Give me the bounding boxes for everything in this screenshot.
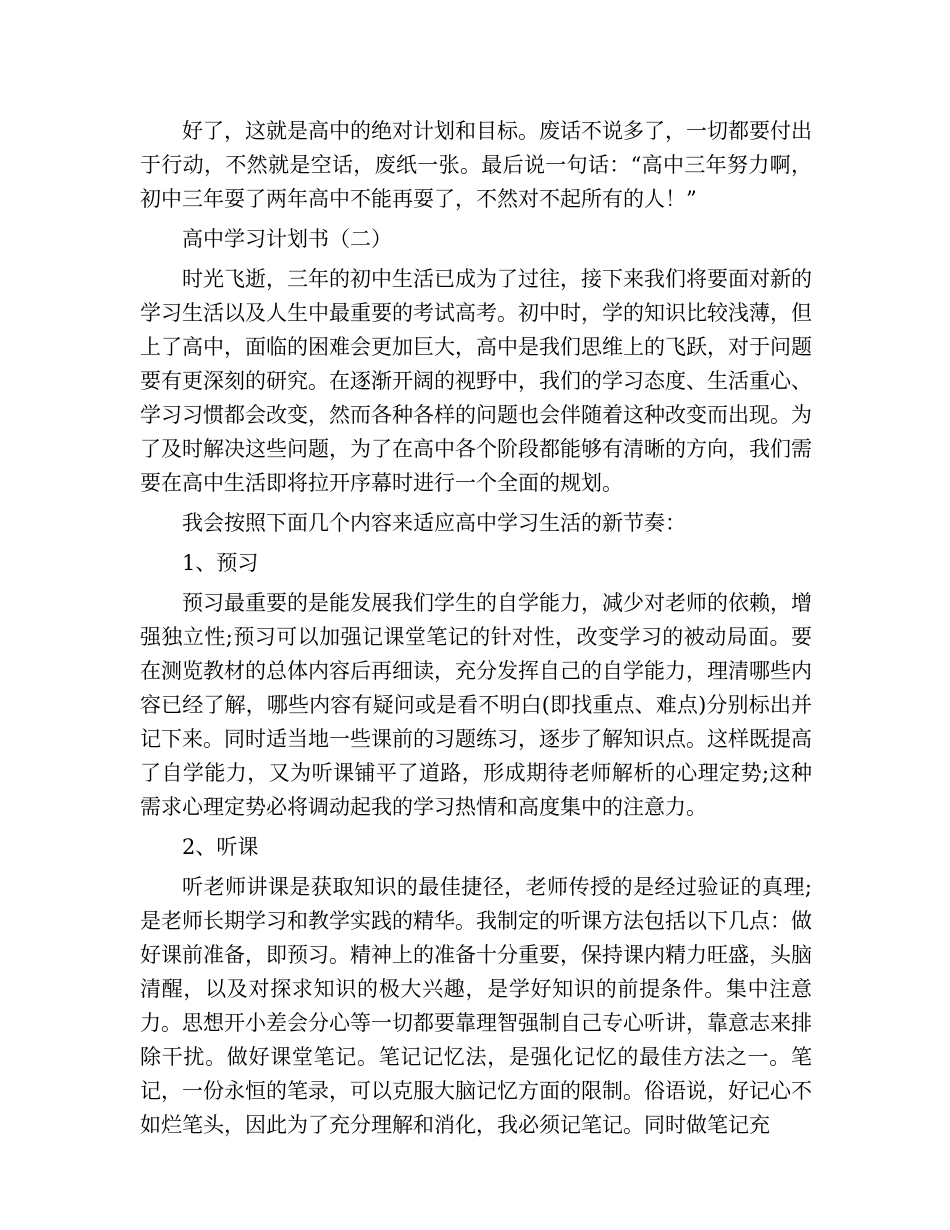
section-heading-preview: 1、预习 xyxy=(182,551,259,575)
paragraph-introduction: 时光飞逝，三年的初中生活已成为了过往，接下来我们将要面对新的学习生活以及人生中最重要的考试高考。初中时，学的知识比较浅薄，但上了高中，面临的困难会更加巨大，高中是我们思维上的飞跃，对于问题要有更深刻的研究。在逐渐开阔的视野中，我们的学习态度、生活重心、学习习惯都会改变，然而各种各样的问题也会伴随着这种改变而出现。为了及时解决这些问题，为了在高中各个阶段都能够有清晰的方向，我们需要在高中生活即将拉开序幕时进行一个全面的规划。 xyxy=(140,267,812,495)
paragraph-closing-remarks: 好了，这就是高中的绝对计划和目标。废话不说多了，一切都要付出于行动，不然就是空话，废纸一张。最后说一句话：“高中三年努力啊，初中三年耍了两年高中不能再耍了，不然对不起所有的人！” xyxy=(140,119,812,211)
section-title-study-plan-2: 高中学习计划书（二） xyxy=(182,227,392,251)
section-heading-listening: 2、听课 xyxy=(182,835,259,859)
document-body xyxy=(140,114,812,1142)
paragraph-preview: 预习最重要的是能发展我们学生的自学能力，减少对老师的依赖，增强独立性;预习可以加强记课堂笔记的针对性，改变学习的被动局面。要在测览教材的总体内容后再细读，充分发挥自己的自学能力，理清哪些内容已经了解，哪些内容有疑问或是看不明白(即找重点、难点)分别标出并记下来。同时适当地一些课前的习题练习，逐步了解知识点。这样既提高了自学能力，又为听课铺平了道路，形成期待老师解析的心理定势;这种需求心理定势必将调动起我的学习热情和高度集中的注意力。 xyxy=(140,591,812,819)
paragraph-listening: 听老师讲课是获取知识的最佳捷径，老师传授的是经过验证的真理;是老师长期学习和教学实践的精华。我制定的听课方法包括以下几点：做好课前准备，即预习。精神上的准备十分重要，保持课内精力旺盛，头脑清醒，以及对探求知识的极大兴趣，是学好知识的前提条件。集中注意力。思想开小差会分心等一切都要靠理智强制自己专心听讲，靠意志来排除干扰。做好课堂笔记。笔记记忆法，是强化记忆的最佳方法之一。笔记，一份永恒的笔录，可以克服大脑记忆方面的限制。俗语说，好记心不如烂笔头，因此为了充分理解和消化，我必须记笔记。同时做笔记充 xyxy=(140,875,812,1137)
paragraph-outline-intro: 我会按照下面几个内容来适应高中学习生活的新节奏： xyxy=(182,511,686,535)
